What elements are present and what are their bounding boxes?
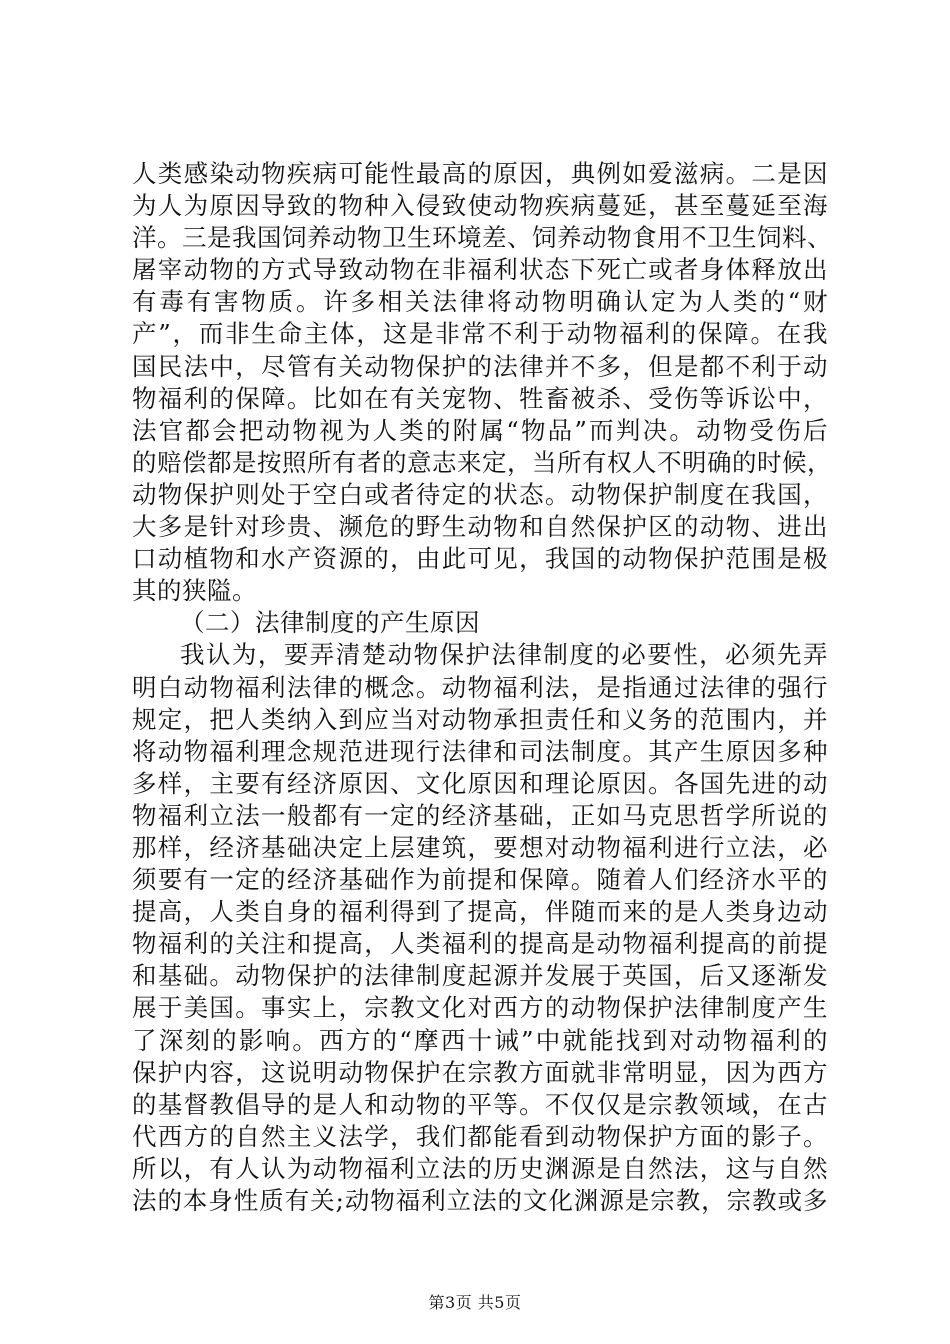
- text-line: 有毒有害物质。许多相关法律将动物明确认定为人类的“财: [132, 287, 828, 317]
- text-line: 规定，把人类纳入到应当对动物承担责任和义务的范围内，并: [132, 704, 828, 734]
- text-line: 的赔偿都是按照所有者的意志来定，当所有权人不明确的时候，: [132, 447, 832, 477]
- text-line: 为人为原因导致的物种入侵致使动物疾病蔓延，甚至蔓延至海: [132, 191, 828, 221]
- text-line: 法官都会把动物视为人类的附属“物品”而判决。动物受伤后: [132, 415, 828, 445]
- text-line: 的基督教倡导的是人和动物的平等。不仅仅是宗教领域，在古: [132, 1089, 828, 1119]
- text-line: 口动植物和水产资源的，由此可见，我国的动物保护范围是极: [132, 544, 828, 574]
- text-line: 洋。三是我国饲养动物卫生环境差、饲养动物食用不卫生饲料、: [132, 223, 832, 253]
- text-line: 了深刻的影响。西方的“摩西十诫”中就能找到对动物福利的: [132, 1025, 828, 1055]
- text-line: 和基础。动物保护的法律制度起源并发展于英国，后又逐渐发: [132, 961, 828, 991]
- text-line: 所以，有人认为动物福利立法的历史渊源是自然法，这与自然: [132, 1153, 828, 1183]
- text-line: 法的本身性质有关;动物福利立法的文化渊源是宗教，宗教或多: [132, 1186, 828, 1215]
- text-line: 明白动物福利法律的概念。动物福利法，是指通过法律的强行: [132, 672, 828, 702]
- text-line: 代西方的自然主义法学，我们都能看到动物保护方面的影子。: [132, 1121, 828, 1151]
- text-line: 多样，主要有经济原因、文化原因和理论原因。各国先进的动: [132, 768, 828, 798]
- text-line: 保护内容，这说明动物保护在宗教方面就非常明显，因为西方: [132, 1057, 828, 1087]
- text-line: 物福利的保障。比如在有关宠物、牲畜被杀、受伤等诉讼中，: [132, 383, 828, 413]
- text-line: 展于美国。事实上，宗教文化对西方的动物保护法律制度产生: [132, 993, 828, 1023]
- text-line: 那样，经济基础决定上层建筑，要想对动物福利进行立法，必: [132, 832, 828, 862]
- text-line: 将动物福利理念规范进现行法律和司法制度。其产生原因多种: [132, 736, 828, 766]
- body-text: [132, 158, 832, 1217]
- text-line: 提高，人类自身的福利得到了提高，伴随而来的是人类身边动: [132, 897, 828, 927]
- section-heading: （二）法律制度的产生原因: [180, 608, 480, 638]
- text-line: 我认为，要弄清楚动物保护法律制度的必要性，必须先弄: [180, 640, 828, 670]
- text-line: 须要有一定的经济基础作为前提和保障。随着人们经济水平的: [132, 865, 828, 895]
- text-line: 屠宰动物的方式导致动物在非福利状态下死亡或者身体释放出: [132, 255, 828, 285]
- text-line: 动物保护则处于空白或者待定的状态。动物保护制度在我国，: [132, 479, 828, 509]
- text-line: 国民法中，尽管有关动物保护的法律并不多，但是都不利于动: [132, 351, 828, 381]
- text-line: 大多是针对珍贵、濒危的野生动物和自然保护区的动物、进出: [132, 512, 828, 542]
- text-line: 其的狭隘。: [132, 576, 257, 606]
- page-footer: 第3页 共5页: [428, 1293, 522, 1312]
- text-line: 产”，而非生命主体，这是非常不利于动物福利的保障。在我: [132, 319, 828, 349]
- text-line: 人类感染动物疾病可能性最高的原因，典例如爱滋病。二是因: [132, 159, 828, 188]
- text-line: 物福利的关注和提高，人类福利的提高是动物福利提高的前提: [132, 929, 828, 959]
- text-line: 物福利立法一般都有一定的经济基础，正如马克思哲学所说的: [132, 800, 828, 830]
